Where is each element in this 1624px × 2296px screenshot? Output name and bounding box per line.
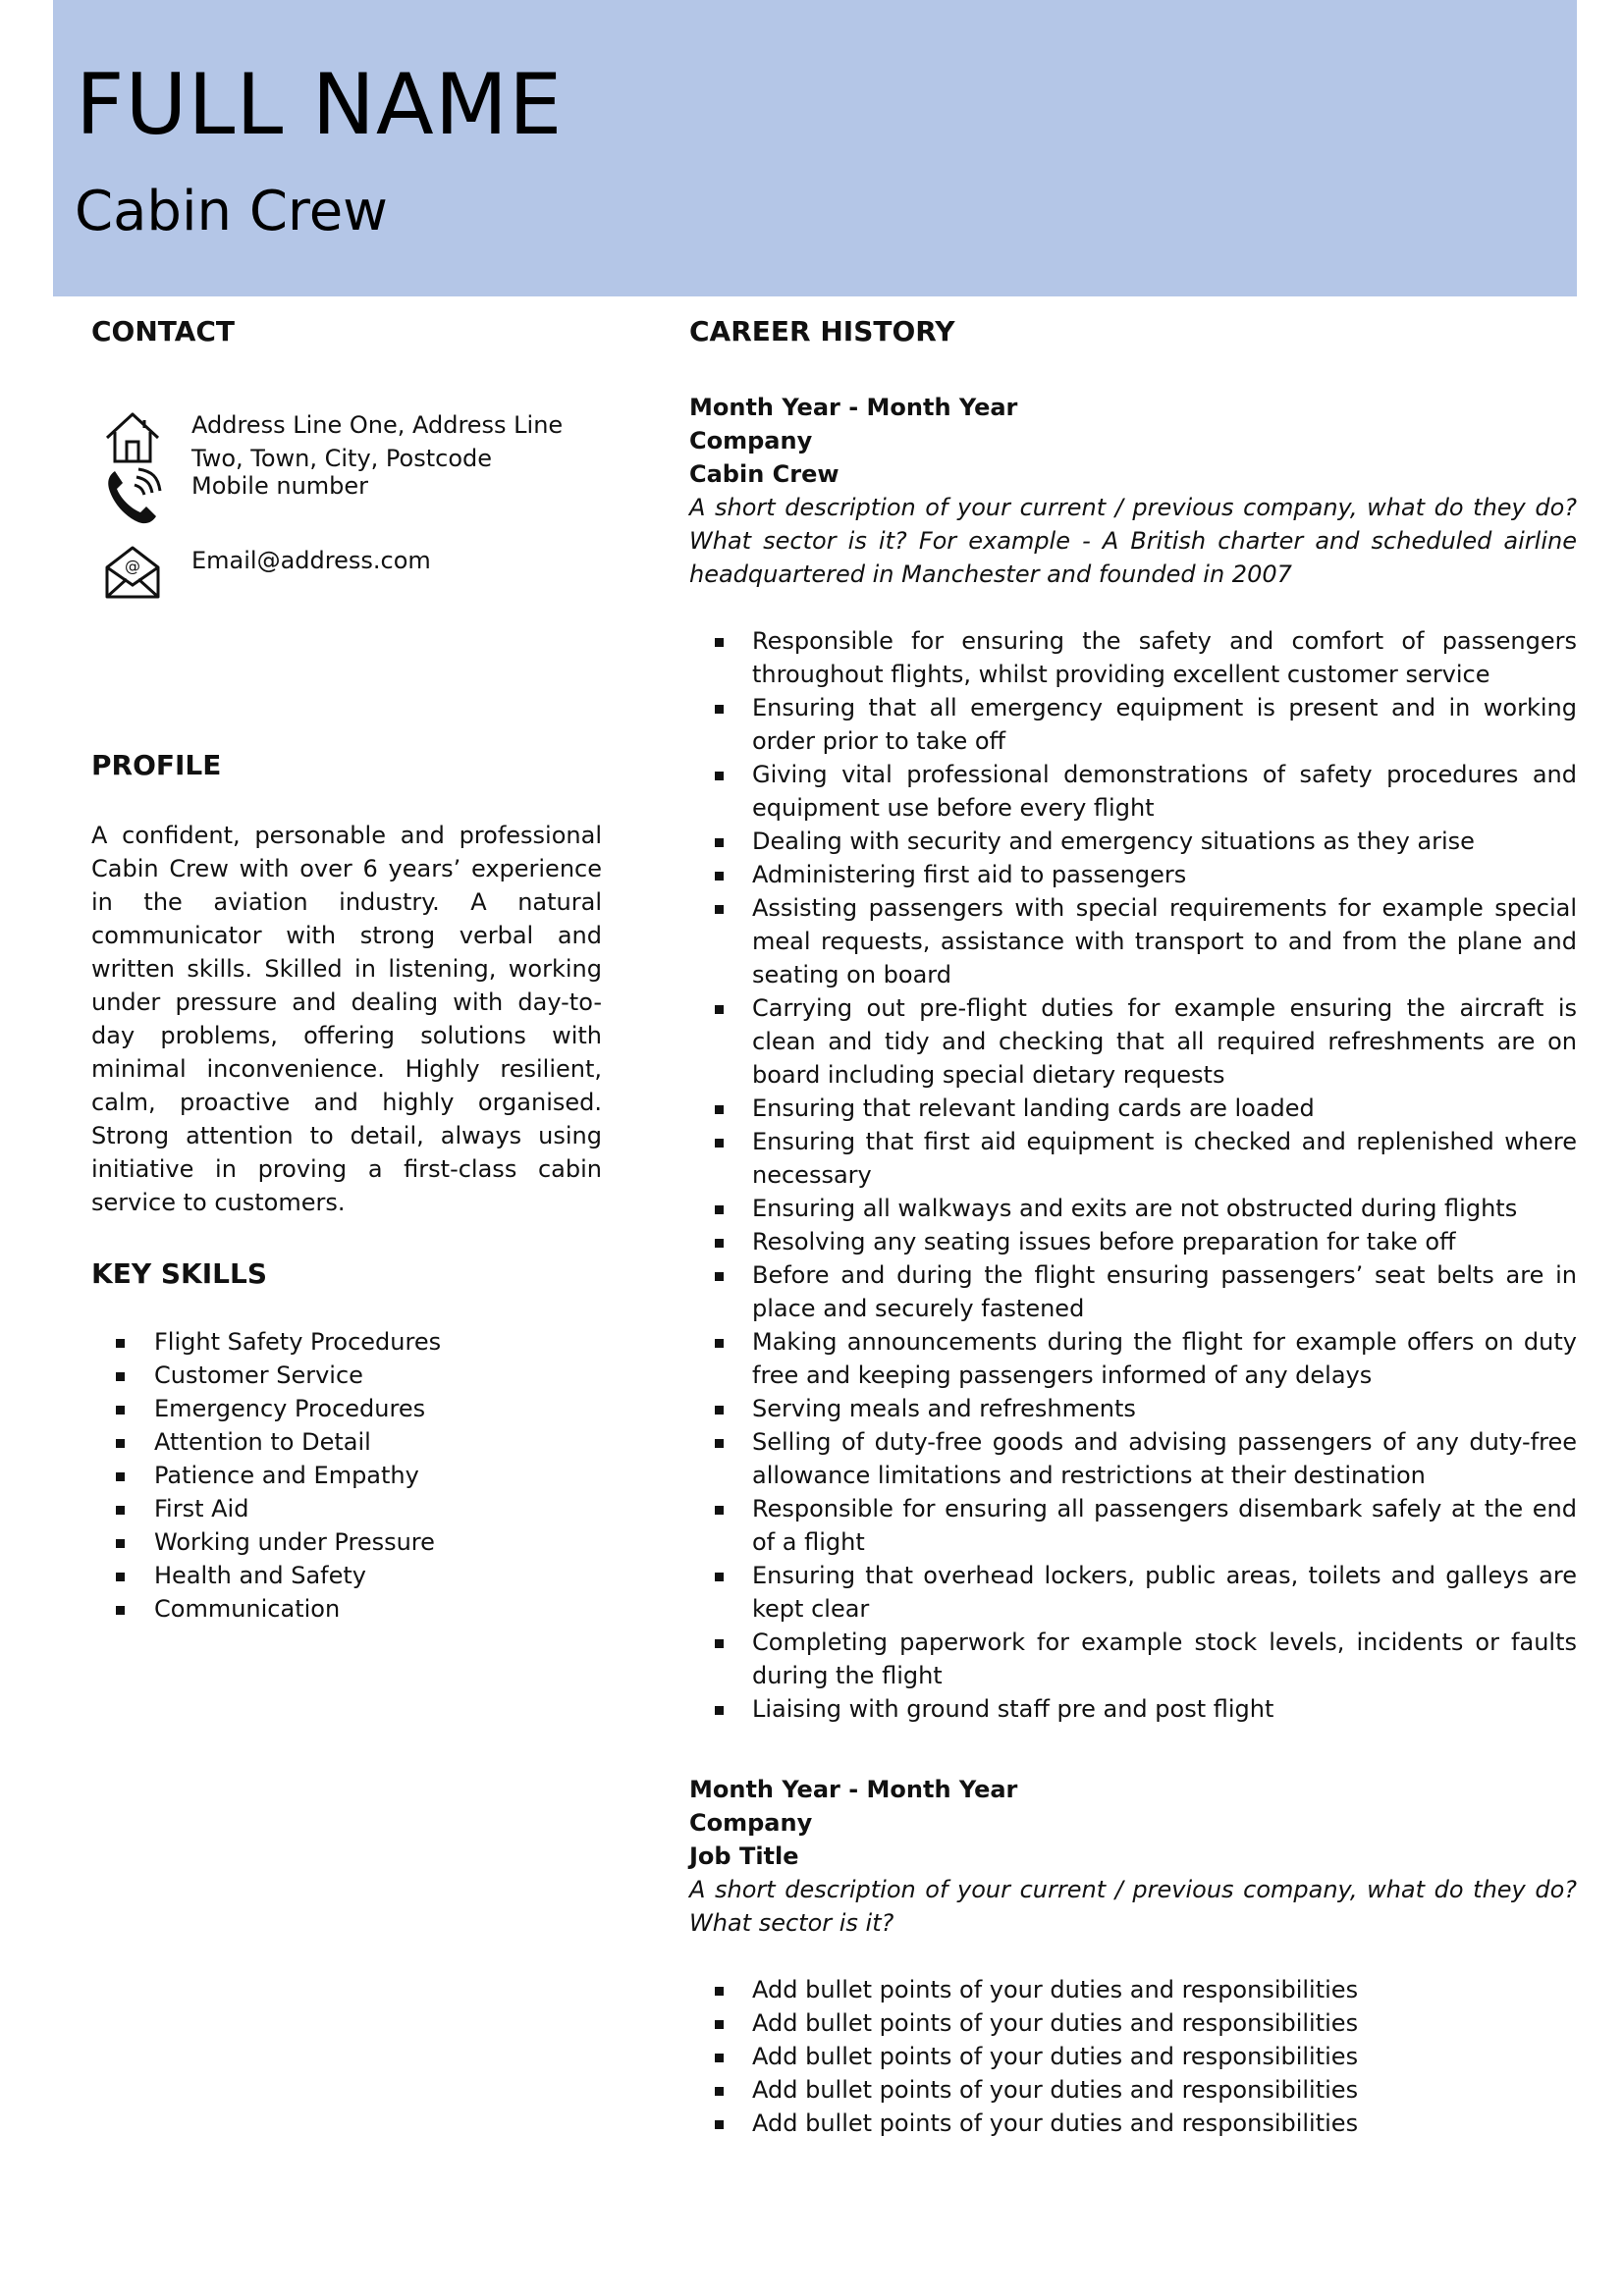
duty-item: Administering first aid to passengers bbox=[689, 858, 1577, 891]
duty-item: Add bullet points of your duties and responsibilities bbox=[689, 1973, 1577, 2006]
job-entry bbox=[689, 1773, 1577, 2140]
email-icon bbox=[101, 540, 164, 603]
skill-item: Health and Safety bbox=[91, 1559, 441, 1592]
duty-item: Resolving any seating issues before preparation for take off bbox=[689, 1225, 1577, 1258]
skill-item: Flight Safety Procedures bbox=[91, 1325, 441, 1359]
duty-item: Assisting passengers with special requirements for example special meal requests, assistance with transport to and from the plane and seating on board bbox=[689, 891, 1577, 991]
duty-item: Responsible for ensuring the safety and comfort of passengers throughout flights, whilst providing excellent customer service bbox=[689, 624, 1577, 691]
skill-item: Patience and Empathy bbox=[91, 1459, 441, 1492]
job-title: Job Title bbox=[689, 1842, 799, 1870]
address-line-1: Address Line One, Address Line bbox=[191, 411, 564, 439]
duty-item: Selling of duty-free goods and advising passengers of any duty-free allowance limitations and restrictions at their destination bbox=[689, 1425, 1577, 1492]
duty-item: Add bullet points of your duties and responsibilities bbox=[689, 2073, 1577, 2107]
duty-item: Ensuring that first aid equipment is checked and replenished where necessary bbox=[689, 1125, 1577, 1192]
key-skills-heading: KEY SKILLS bbox=[91, 1257, 267, 1290]
job-title: Cabin Crew bbox=[689, 460, 839, 488]
skill-item: First Aid bbox=[91, 1492, 441, 1525]
skill-item: Communication bbox=[91, 1592, 441, 1626]
header-band bbox=[53, 0, 1577, 296]
mobile-text: Mobile number bbox=[191, 472, 369, 500]
svg-text:@: @ bbox=[125, 557, 140, 575]
contact-heading: CONTACT bbox=[91, 315, 236, 347]
skill-item: Customer Service bbox=[91, 1359, 441, 1392]
skill-item: Attention to Detail bbox=[91, 1425, 441, 1459]
duty-item: Giving vital professional demonstrations of safety procedures and equipment use before every flight bbox=[689, 758, 1577, 825]
address-line-2: Two, Town, City, Postcode bbox=[191, 445, 493, 472]
duty-item: Before and during the flight ensuring passengers’ seat belts are in place and securely fastened bbox=[689, 1258, 1577, 1325]
email-text: Email@address.com bbox=[191, 547, 431, 574]
job-description: A short description of your current / previous company, what do they do? What sector is it? For example - A British charter and scheduled airline headquartered in Manchester and founded in 2007 bbox=[689, 494, 1577, 588]
duty-item: Completing paperwork for example stock levels, incidents or faults during the flight bbox=[689, 1626, 1577, 1692]
job-dates: Month Year - Month Year bbox=[689, 394, 1018, 421]
skill-item: Working under Pressure bbox=[91, 1525, 441, 1559]
duty-item: Responsible for ensuring all passengers disembark safely at the end of a flight bbox=[689, 1492, 1577, 1559]
job-description: A short description of your current / previous company, what do they do? What sector is it? bbox=[689, 1876, 1577, 1937]
phone-icon bbox=[101, 465, 164, 528]
profile-text: A confident, personable and professional Cabin Crew with over 6 years’ experience in the aviation industry. A natural communicator with strong verbal and written skills. Skilled in listening, working under pressure and dealing with day-to-day problems, offering solutions with minimal inconvenience. Highly resilient, calm, proactive and highly organised. Strong attention to detail, always using initiative in proving a first-class cabin service to customers. bbox=[91, 822, 602, 1216]
job-company: Company bbox=[689, 1809, 813, 1837]
duty-item: Carrying out pre-flight duties for example ensuring the aircraft is clean and tidy and checking that all required refreshments are on board including special dietary requests bbox=[689, 991, 1577, 1092]
duties-list bbox=[689, 1973, 1577, 2140]
duty-item: Dealing with security and emergency situations as they arise bbox=[689, 825, 1577, 858]
career-history-heading: CAREER HISTORY bbox=[689, 315, 955, 347]
duty-item: Serving meals and refreshments bbox=[689, 1392, 1577, 1425]
house-icon bbox=[101, 406, 164, 469]
duty-item: Add bullet points of your duties and responsibilities bbox=[689, 2006, 1577, 2040]
job-company: Company bbox=[689, 427, 813, 454]
job-entry bbox=[689, 391, 1577, 1726]
duty-item: Making announcements during the flight for example offers on duty free and keeping passengers informed of any delays bbox=[689, 1325, 1577, 1392]
duty-item: Add bullet points of your duties and responsibilities bbox=[689, 2040, 1577, 2073]
profile-heading: PROFILE bbox=[91, 749, 222, 781]
skill-item: Emergency Procedures bbox=[91, 1392, 441, 1425]
job-subtitle: Cabin Crew bbox=[75, 180, 388, 243]
right-column bbox=[689, 312, 1577, 2137]
job-dates: Month Year - Month Year bbox=[689, 1776, 1018, 1803]
full-name: FULL NAME bbox=[76, 56, 564, 154]
duty-item: Add bullet points of your duties and responsibilities bbox=[689, 2107, 1577, 2140]
key-skills-list bbox=[91, 1325, 441, 1626]
duty-item: Ensuring that all emergency equipment is present and in working order prior to take off bbox=[689, 691, 1577, 758]
duty-item: Ensuring that relevant landing cards are loaded bbox=[689, 1092, 1577, 1125]
duties-list bbox=[689, 624, 1577, 1726]
duty-item: Liaising with ground staff pre and post flight bbox=[689, 1692, 1577, 1726]
duty-item: Ensuring that overhead lockers, public areas, toilets and galleys are kept clear bbox=[689, 1559, 1577, 1626]
left-column bbox=[91, 312, 602, 1623]
duty-item: Ensuring all walkways and exits are not obstructed during flights bbox=[689, 1192, 1577, 1225]
